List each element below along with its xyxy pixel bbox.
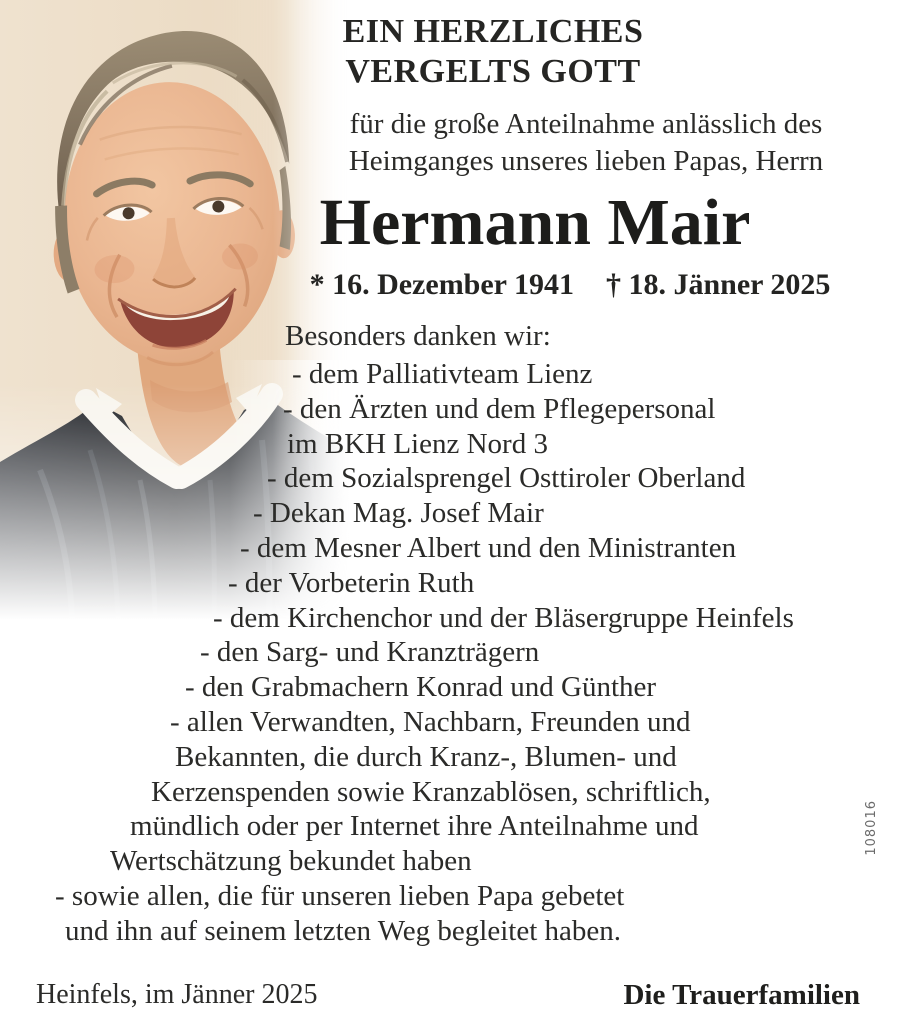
- intro-line-1: für die große Anteilnahme anlässlich des: [349, 108, 823, 140]
- headline: [295, 12, 691, 92]
- thanks-line: - den Sarg- und Kranzträgern: [200, 636, 540, 669]
- thanks-line: - sowie allen, die für unseren lieben Papa gebetet: [55, 879, 625, 912]
- thanks-line: Wertschätzung bekundet haben: [110, 845, 472, 878]
- thanks-line: - allen Verwandten, Nachbarn, Freunden und: [170, 705, 691, 738]
- intro-line-2: Heimganges unseres lieben Papas, Herrn: [348, 145, 824, 177]
- deceased-name: Hermann Mair: [319, 186, 751, 259]
- death-date: † 18. Jänner 2025: [605, 268, 831, 301]
- thanks-heading: Besonders danken wir:: [285, 320, 551, 352]
- intro-text: [288, 106, 884, 180]
- life-dates: [300, 268, 840, 301]
- thanks-line: und ihn auf seinem letzten Weg begleitet haben.: [65, 914, 621, 947]
- footer-place-date: Heinfels, im Jänner 2025: [36, 979, 318, 1010]
- headline-line-1: EIN HERZLICHES: [342, 13, 644, 50]
- thanks-line: - den Grabmachern Konrad und Günther: [185, 671, 657, 704]
- thanks-line: - den Ärzten und dem Pflegepersonal: [283, 392, 716, 425]
- thanks-line: - dem Sozialsprengel Osttiroler Oberland: [267, 462, 746, 495]
- print-code-vertical: 108016: [864, 800, 879, 856]
- thanks-line: - dem Kirchenchor und der Bläsergruppe Heinfels: [213, 601, 794, 634]
- thanks-line: mündlich oder per Internet ihre Anteilnahme und: [130, 810, 699, 843]
- thanks-line: - der Vorbeterin Ruth: [228, 566, 475, 599]
- birth-date: * 16. Dezember 1941: [309, 268, 574, 301]
- thanks-line: - dem Mesner Albert und den Ministranten: [240, 531, 737, 564]
- thanks-line: - dem Palliativteam Lienz: [292, 358, 593, 390]
- thanks-list: [0, 357, 900, 949]
- thanks-line: Kerzenspenden sowie Kranzablösen, schriftlich,: [151, 775, 711, 808]
- headline-line-2: VERGELTS GOTT: [345, 53, 641, 90]
- thanks-line: Bekannten, die durch Kranz-, Blumen- und: [175, 740, 677, 773]
- thanks-line: - Dekan Mag. Josef Mair: [253, 497, 544, 530]
- thanks-line: im BKH Lienz Nord 3: [287, 427, 548, 460]
- footer-signature: Die Trauerfamilien: [623, 979, 860, 1011]
